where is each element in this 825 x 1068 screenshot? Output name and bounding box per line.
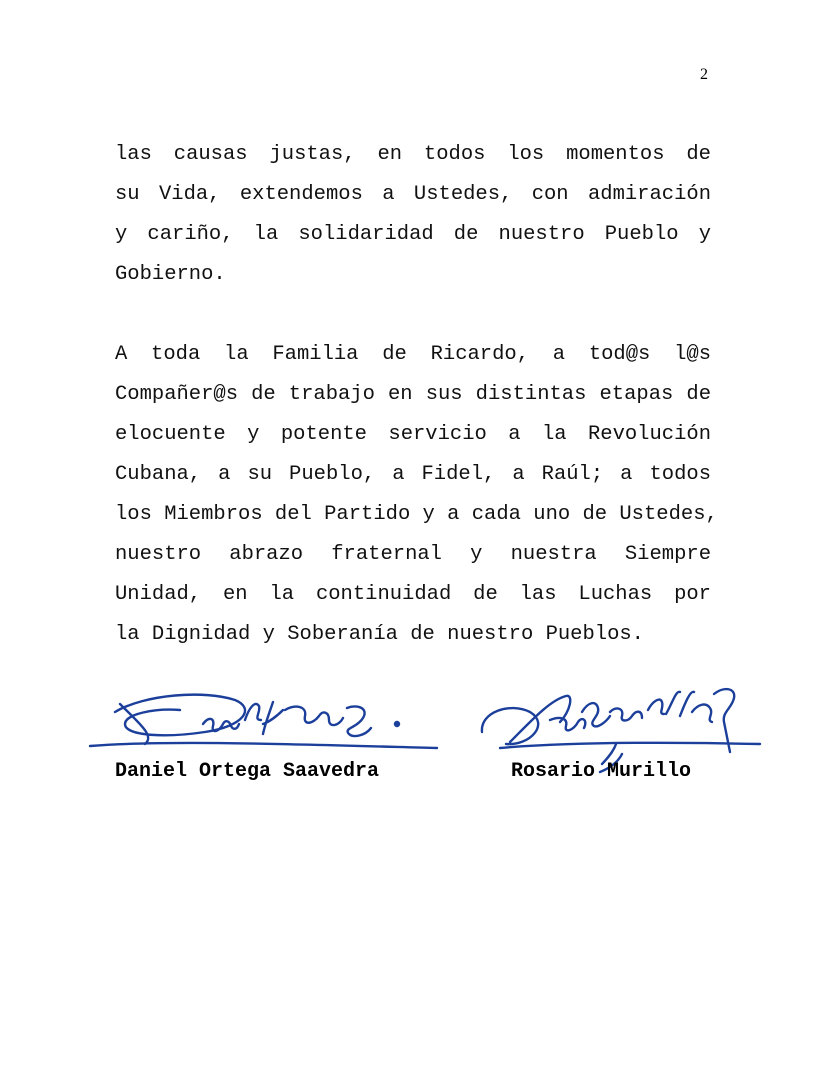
text-line: Gobierno. bbox=[115, 263, 226, 286]
signer-name-left: Daniel Ortega Saavedra bbox=[115, 760, 380, 783]
text-line: su Vida, extendemos a Ustedes, con admiración bbox=[115, 183, 711, 206]
signer-name-right: Rosario Murillo bbox=[511, 760, 692, 783]
paragraph-1 bbox=[115, 135, 711, 295]
text-line: A toda la Familia de Ricardo, a tod@s l@s bbox=[115, 343, 711, 366]
paragraph-2 bbox=[115, 335, 718, 655]
text-line: los Miembros del Partido y a cada uno de Ustedes, bbox=[115, 503, 718, 526]
text-line: Unidad, en la continuidad de las Luchas por bbox=[115, 583, 711, 606]
page-number: 2 bbox=[700, 66, 708, 83]
signature-strokes bbox=[90, 695, 437, 748]
text-line: Cubana, a su Pueblo, a Fidel, a Raúl; a todos bbox=[115, 463, 711, 486]
text-line: y cariño, la solidaridad de nuestro Pueblo y bbox=[115, 223, 711, 246]
text-line: nuestro abrazo fraternal y nuestra Siempre bbox=[115, 543, 711, 566]
text-line: la Dignidad y Soberanía de nuestro Pueblos. bbox=[115, 623, 644, 646]
text-line: las causas justas, en todos los momentos de bbox=[115, 143, 711, 166]
text-line: Compañer@s de trabajo en sus distintas etapas de bbox=[115, 383, 711, 406]
text-line: elocuente y potente servicio a la Revolución bbox=[115, 423, 711, 446]
signature-daniel-ortega bbox=[85, 684, 445, 764]
